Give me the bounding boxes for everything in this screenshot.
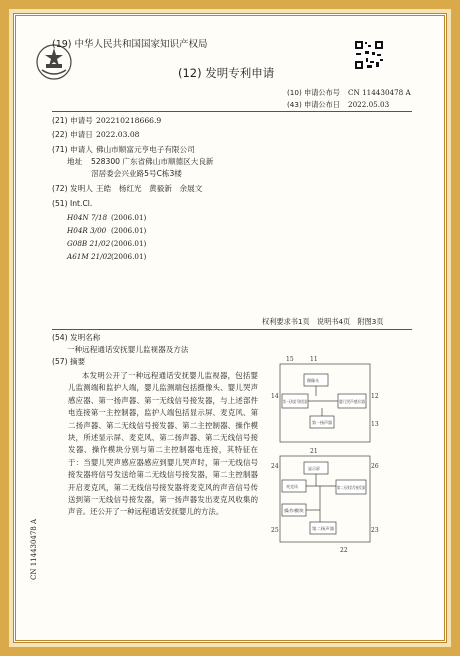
diagram-ref-number: 22	[340, 547, 348, 554]
office-name: (19) 中华人民共和国国家知识产权局	[52, 39, 208, 50]
title-label: (54) 发明名称	[52, 333, 101, 342]
diagram-ref-number: 14	[271, 393, 279, 400]
ipc-code: H04R 3/00	[67, 226, 107, 235]
ipc-version: (2006.01)	[111, 252, 147, 261]
diagram-ref-number: 12	[371, 393, 379, 400]
qr-code-icon	[354, 40, 384, 70]
app-date-label: (22) 申请日	[52, 130, 93, 139]
diagram-box-label: 麦克风	[286, 484, 298, 489]
inventors: 王皓 杨红光 黄毅新 余展文	[96, 184, 203, 193]
diagram-box-label: 摄像头	[307, 378, 319, 383]
ipc-version: (2006.01)	[111, 226, 147, 235]
diagram-ref-number: 21	[310, 448, 318, 455]
address-line-1: 528300 广东省佛山市顺德区大良新	[91, 157, 214, 166]
diagram-ref-number: 11	[310, 356, 318, 363]
diagram-ref-number: 15	[286, 356, 294, 363]
header-divider	[52, 111, 412, 112]
diagram-box-label: 第一扬声器	[312, 420, 332, 425]
pub-no-label: (10) 申请公布号	[287, 88, 340, 97]
pub-date-label: (43) 申请公布日	[287, 100, 340, 109]
diagram-box-label: 婴儿哭声感应器	[339, 399, 367, 404]
invention-title: 一种远程通话安抚婴儿监视器及方法	[67, 345, 189, 354]
app-date: 2022.03.08	[96, 130, 140, 139]
abstract-figure	[270, 356, 380, 556]
diagram-ref-number: 25	[271, 527, 279, 534]
page-counts: 权利要求书1页 说明书4页 附图3页	[262, 317, 384, 326]
address-label: 地址	[67, 157, 83, 166]
inventors-label: (72) 发明人	[52, 184, 93, 193]
diagram-box-label: 第二扬声器	[312, 526, 332, 531]
pub-no: CN 114430478 A	[348, 88, 411, 97]
diagram-box-label: 第一无线信号接发器	[283, 399, 319, 404]
abstract-label: (57) 摘要	[52, 357, 86, 366]
app-no: 202210218666.9	[96, 116, 162, 125]
side-publication-code: CN 114430478 A	[30, 518, 38, 580]
diagram-ref-number: 23	[371, 527, 379, 534]
ipc-label: (51) Int.Cl.	[52, 199, 93, 208]
address-line-2: 滘居委会兴业路5号C栋3楼	[91, 169, 182, 178]
diagram-box-label: 显示屏	[308, 466, 320, 471]
app-no-label: (21) 申请号	[52, 116, 93, 125]
diagram-ref-number: 26	[371, 463, 379, 470]
section-divider	[52, 329, 412, 330]
ipc-code: H04N 7/18	[67, 213, 108, 222]
pub-date: 2022.05.03	[348, 100, 390, 109]
document-type: (12) 发明专利申请	[178, 66, 275, 80]
ipc-version: (2006.01)	[111, 239, 147, 248]
diagram-box-label: 第二无线信号接发器	[337, 485, 373, 490]
ipc-code: G08B 21/02	[67, 239, 111, 248]
diagram-ref-number: 24	[271, 463, 279, 470]
applicant-label: (71) 申请人	[52, 145, 93, 154]
diagram-box-label: 操作模块	[284, 508, 300, 513]
diagram-ref-number: 13	[371, 421, 379, 428]
applicant: 佛山市顺富元亨电子有限公司	[96, 145, 195, 154]
abstract-text: 本发明公开了一种远程通话安抚婴儿监视器，包括婴儿监测端和监护人端，婴儿监测端包括摄像头、婴儿哭声感应器、第一扬声器、第一无线信号接发器，与上述部件电连接第一主控制器，监护人端包括显示屏、麦克风、第二扬声器、第二无线信号接发器、第二主控制器、操作模块，所述显示屏、麦克风、第二扬声器、第二无线信号接发器、操作模块分别与第二主控制器电连接，其特征在于：当婴儿哭声感应器感应到婴儿哭声时，第一无线信号接发器将信号发送给第二无线信号接发器，第二主控制器开启麦克风，第二无线信号接发器将麦克风的声音信号传送到第一无线信号接发器，第一扬声器发出麦克风收集的声音。还公开了一种远程通话安抚婴儿的方法。	[68, 371, 258, 517]
ipc-code: A61M 21/02	[67, 252, 112, 261]
ipc-version: (2006.01)	[111, 213, 147, 222]
